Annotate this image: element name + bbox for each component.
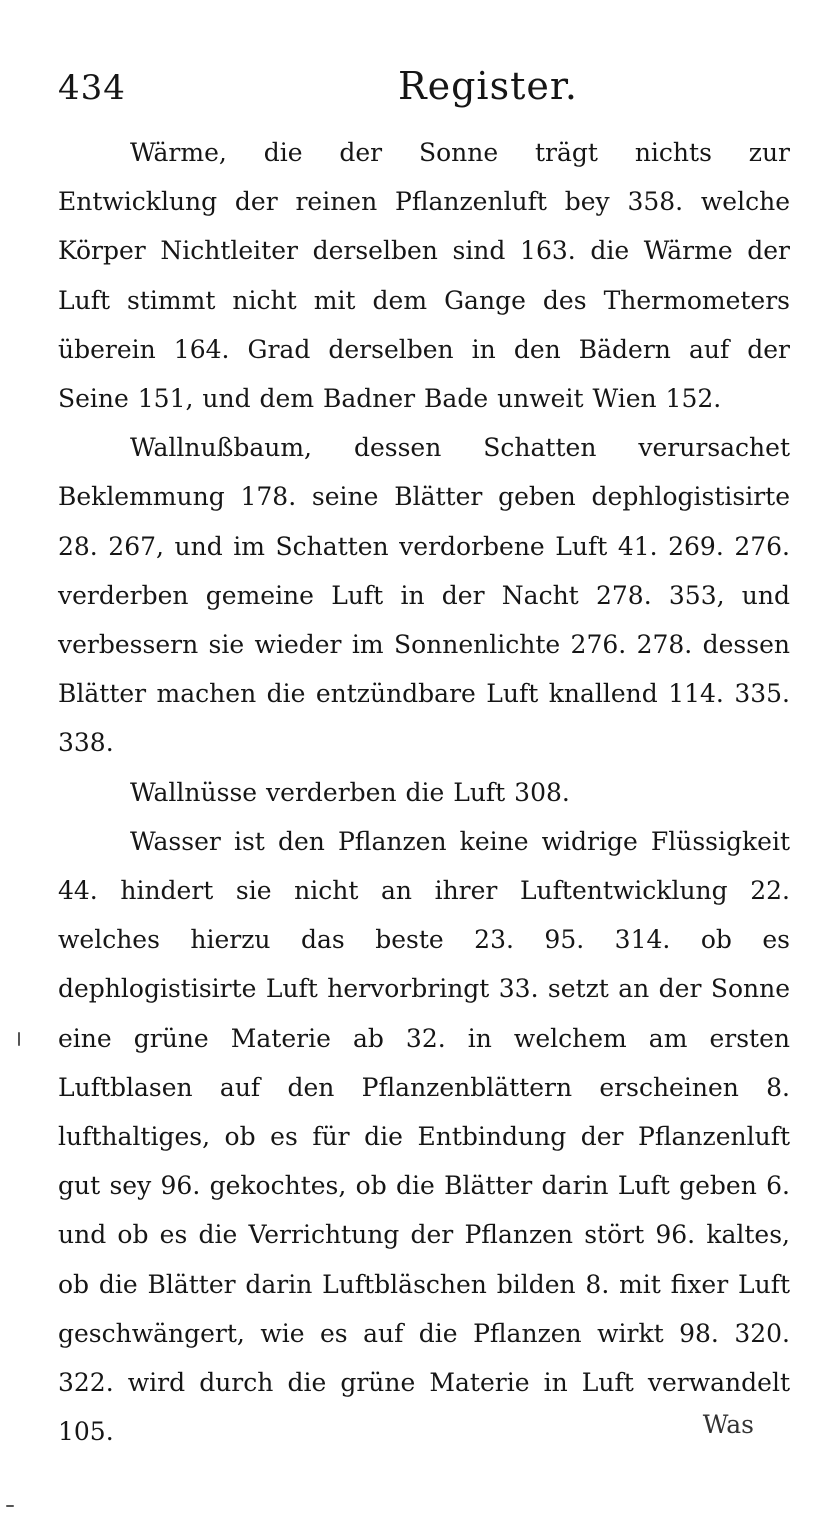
register-entry-wasser: Wasser ist den Pflanzen keine widrige Flüssigkeit 44. hindert sie nicht an ihrer Luftentwicklung 22. welches hierzu das beste 23. 95. 314. ob es dephlogistisirte Luft hervorbringt 33. setzt an der Sonne eine grüne Materie ab 32. in welchem am ersten Luftblasen auf den Pflanzenblättern erscheinen 8. lufthaltiges, ob es für die Entbindung der Pflanzenluft gut sey 96. gekochtes, ob die Blätter darin Luft geben 6. und ob es die Verrichtung der Pflanzen stört 96. kaltes, ob die Blätter darin Luftbläschen bilden 8. mit fixer Luft geschwängert, wie es auf die Pflanzen wirkt 98. 320. 322. wird durch die grüne Materie in Luft verwandelt 105. [58, 826, 790, 1447]
register-entries [58, 128, 790, 1456]
catchword: Was [702, 1410, 754, 1439]
running-title: Register. [398, 64, 578, 108]
print-speck [18, 1032, 20, 1046]
register-entry-wallnussbaum: Wallnußbaum, dessen Schatten verursachet Beklemmung 178. seine Blätter geben dephlogistisirte 28. 267, und im Schatten verdorbene Luft 41. 269. 276. verderben gemeine Luft in der Nacht 278. 353, und verbessern sie wieder im Sonnenlichte 276. 278. dessen Blätter machen die entzündbare Luft knallend 114. 335. 338. [58, 433, 790, 758]
page-header [58, 60, 798, 120]
page-number: 434 [58, 68, 126, 108]
print-speck [6, 1505, 14, 1507]
register-entry-waerme: Wärme, die der Sonne trägt nichts zur Entwicklung der reinen Pflanzenluft bey 358. welche Körper Nichtleiter derselben sind 163. die Wärme der Luft stimmt nicht mit dem Gange des Thermometers überein 164. Grad derselben in den Bädern auf der Seine 151, und dem Badner Bade unweit Wien 152. [58, 138, 790, 414]
register-entry-wallnuesse: Wallnüsse verderben die Luft 308. [130, 777, 570, 807]
